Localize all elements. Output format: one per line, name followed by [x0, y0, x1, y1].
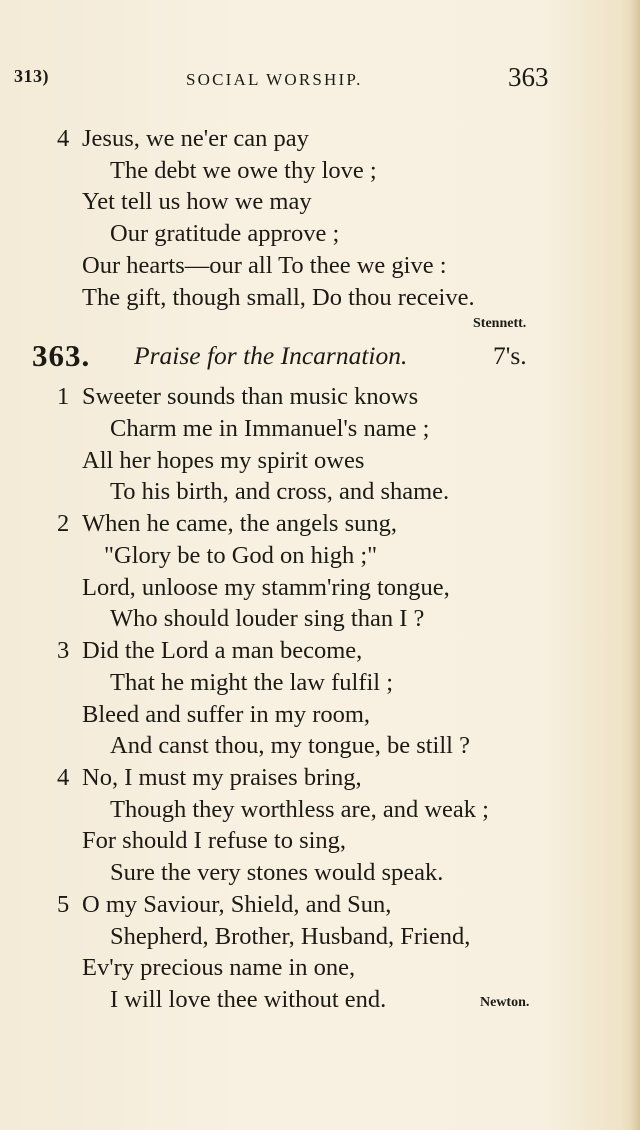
verse-line: Our hearts—our all To thee we give :: [82, 252, 447, 279]
author-attribution: Newton.: [480, 995, 530, 1010]
verse-line: Bleed and suffer in my room,: [82, 701, 371, 728]
stanza-number: 5: [57, 891, 70, 918]
stanza-number: 4: [57, 125, 70, 152]
header-left-number: 313): [14, 66, 49, 86]
stanza-number: 2: [57, 510, 70, 537]
verse-line: Who should louder sing than I ?: [110, 605, 425, 632]
verse-line: That he might the law fulfil ;: [110, 669, 394, 696]
verse-line: Did the Lord a man become,: [82, 637, 363, 664]
verse-line: Sweeter sounds than music knows: [82, 383, 419, 410]
verse-line: To his birth, and cross, and shame.: [110, 478, 450, 505]
verse-line: Lord, unloose my stamm'ring tongue,: [82, 574, 450, 601]
verse-line: Charm me in Immanuel's name ;: [110, 415, 430, 442]
hymn-meter: 7's.: [493, 341, 527, 370]
verse-line: No, I must my praises bring,: [82, 764, 362, 791]
verse-line: I will love thee without end.: [110, 986, 387, 1013]
verse-line: Sure the very stones would speak.: [110, 859, 444, 886]
verse-line: Though they worthless are, and weak ;: [110, 796, 489, 823]
verse-line: Jesus, we ne'er can pay: [82, 125, 309, 152]
verse-line: Ev'ry precious name in one,: [82, 954, 356, 981]
verse-line: When he came, the angels sung,: [82, 510, 397, 537]
verse-line: Our gratitude approve ;: [110, 220, 340, 247]
verse-line: And canst thou, my tongue, be still ?: [110, 732, 470, 759]
stanza-number: 1: [57, 383, 70, 410]
verse-line: For should I refuse to sing,: [82, 827, 347, 854]
hymn-title: Praise for the Incarnation.: [134, 341, 408, 370]
verse-line: The gift, though small, Do thou receive.: [82, 284, 475, 311]
author-attribution: Stennett.: [473, 316, 527, 331]
page-edge-shadow: [630, 0, 640, 1130]
page-number: 363: [508, 62, 549, 92]
verse-line: "Glory be to God on high ;": [104, 542, 378, 569]
verse-line: The debt we owe thy love ;: [110, 157, 377, 184]
header-title: SOCIAL WORSHIP.: [186, 70, 363, 89]
verse-line: O my Saviour, Shield, and Sun,: [82, 891, 392, 918]
stanza-number: 3: [57, 637, 70, 664]
hymn-number: 363.: [32, 338, 91, 373]
running-header: [0, 60, 640, 100]
verse-line: All her hopes my spirit owes: [82, 447, 365, 474]
verse-line: Shepherd, Brother, Husband, Friend,: [110, 923, 471, 950]
stanza-number: 4: [57, 764, 70, 791]
verse-line: Yet tell us how we may: [82, 188, 312, 215]
